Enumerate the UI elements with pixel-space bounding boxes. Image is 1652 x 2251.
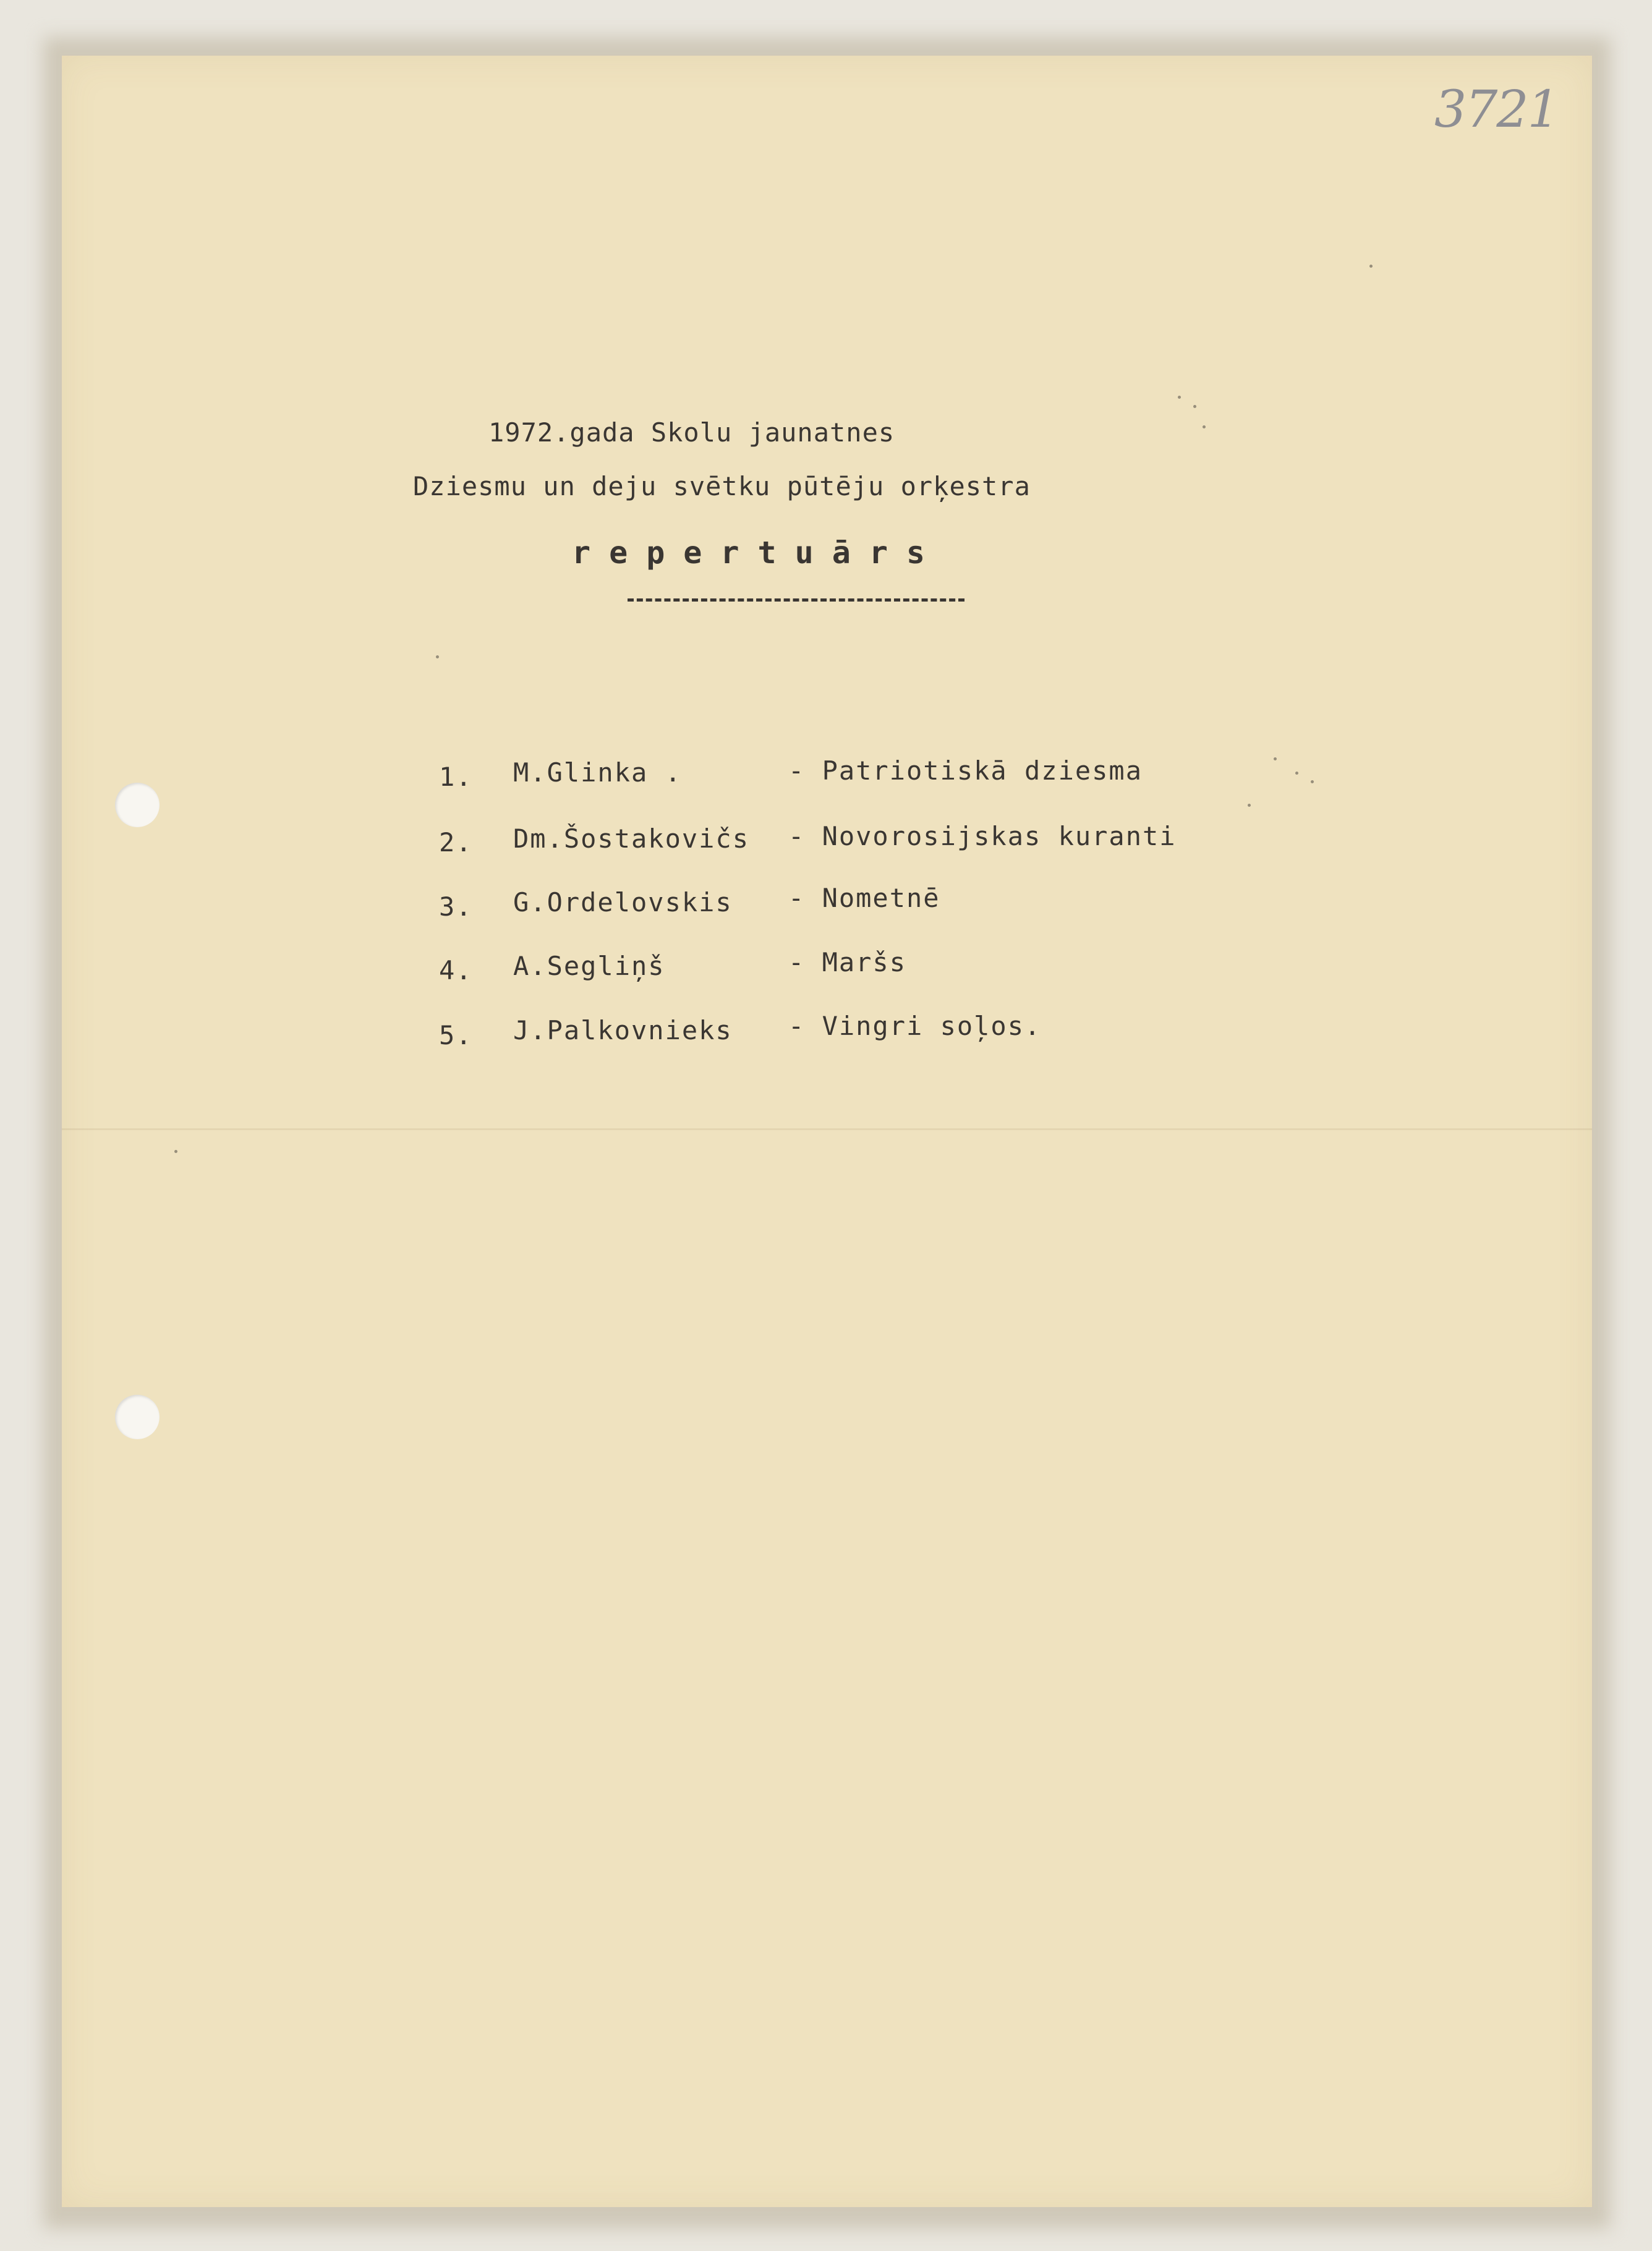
piece-title: - Nometnē — [788, 883, 940, 913]
speck — [1248, 804, 1251, 807]
composer-name: A.Segliņš — [513, 951, 665, 981]
archive-number: 3721 — [1434, 80, 1559, 139]
speck — [174, 1150, 177, 1153]
title-line-2: Dziesmu un deju svētku pūtēju orķestra — [413, 471, 1031, 501]
punch-hole-top — [115, 783, 160, 827]
piece-title: - Patriotiskā dziesma — [788, 755, 1143, 786]
composer-name: J.Palkovnieks — [513, 1015, 733, 1045]
punch-hole-bottom — [115, 1395, 160, 1439]
speck — [1274, 757, 1277, 760]
item-number: 3. — [439, 891, 473, 922]
speck — [1193, 405, 1196, 408]
speck — [1295, 772, 1298, 775]
speck — [1178, 396, 1181, 399]
speck — [1369, 265, 1373, 268]
document-page — [62, 56, 1592, 2207]
heading-underline — [628, 598, 964, 602]
item-number: 2. — [439, 827, 473, 857]
item-number: 5. — [439, 1020, 473, 1050]
title-line-1: 1972.gada Skolu jaunatnes — [488, 417, 895, 448]
page-fold — [62, 1128, 1592, 1130]
composer-name: G.Ordelovskis — [513, 887, 733, 917]
piece-title: - Vingri soļos. — [788, 1011, 1042, 1041]
document-heading: repertuārs — [572, 535, 944, 571]
item-number: 1. — [439, 762, 473, 792]
composer-name: M.Glinka . — [513, 757, 682, 788]
speck — [1203, 425, 1206, 428]
piece-title: - Novorosijskas kuranti — [788, 821, 1177, 851]
item-number: 4. — [439, 955, 473, 985]
speck — [436, 655, 439, 658]
piece-title: - Maršs — [788, 947, 907, 977]
speck — [1311, 780, 1314, 783]
composer-name: Dm.Šostakovičs — [513, 823, 750, 854]
